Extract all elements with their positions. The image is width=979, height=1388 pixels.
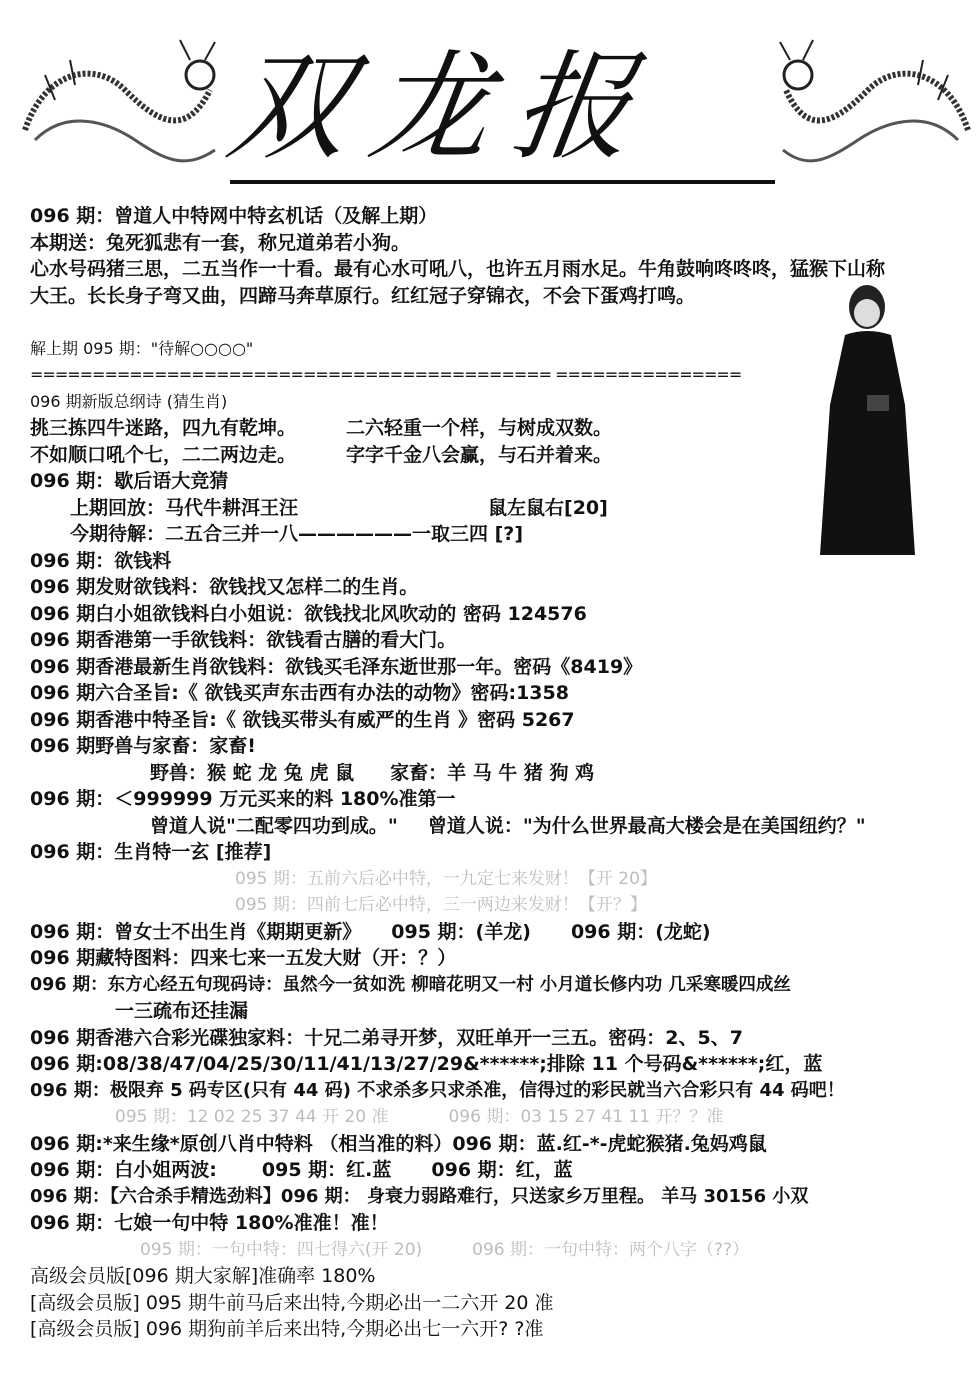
- title-rule: [230, 180, 775, 184]
- text-line: 096 期野兽与家畜：家畜!: [30, 735, 256, 757]
- text-line: 高级会员版[096 期大家解]准确率 180%: [30, 1265, 376, 1287]
- separator: ========================================== ===============: [30, 365, 742, 384]
- text-line: 096 期：生肖特一玄 [推荐]: [30, 841, 272, 863]
- dragon-left-illustration: [15, 30, 225, 180]
- poem-line: 二六轻重一个样，与树成双数。: [346, 417, 613, 439]
- text-line: 096 期：曾女士不出生肖《期期更新》: [30, 920, 362, 943]
- text-line: 095 期：12 02 25 37 44 开 20 准: [115, 1107, 389, 1127]
- text-line: 096 期：东方心经五句现码诗：虽然今一贫如洗 柳暗花明又一村 小月道长修内功 几采寒暖四成丝: [30, 974, 791, 995]
- text-line: 096 期：03 15 27 41 11 开？？准: [448, 1107, 724, 1127]
- text-line: [高级会员版] 095 期牛前马后来出特,今期必出一二六开 20 准: [30, 1291, 554, 1314]
- text-line: [高级会员版] 096 期狗前羊后来出特,今期必出七一六开? ?准: [30, 1318, 544, 1340]
- text-line: 096 期白小姐欲钱料白小姐说：欲钱找北风吹动的 密码 124576: [30, 602, 587, 625]
- text-line: 096 期发财欲钱料：欲钱找又怎样二的生肖。: [30, 576, 419, 598]
- text-line: 096 期香港最新生肖欲钱料：欲钱买毛泽东逝世那一年。密码《8419》: [30, 655, 643, 678]
- dragon-right-illustration: [778, 30, 978, 180]
- article-body: [30, 203, 960, 1343]
- text-line: 096 期香港第一手欲钱料：欲钱看古膳的看大门。: [30, 629, 457, 651]
- spacer: [30, 309, 960, 336]
- poem-line: 不如顺口吼个七，二二两边走。: [30, 443, 297, 466]
- text-line: 上期回放：马代牛耕洱王汪: [70, 496, 299, 519]
- text-line: 096 期:*来生缘*原创八肖中特料 （相当准的料）096 期：蓝.红-*-虎蛇猴猪.兔妈鸡鼠: [30, 1132, 767, 1155]
- text-line: 曾道人说"二配零四功到成。": [150, 814, 398, 837]
- text-line: 096 期：歇后语大竞猜: [30, 470, 229, 492]
- text-line: 家畜：羊 马 牛 猪 狗 鸡: [390, 761, 595, 784]
- text-line: 096 期：(龙蛇): [570, 920, 711, 943]
- text-line: 096 期：红，蓝: [431, 1159, 573, 1181]
- text-line: 心水号码猪三思，二五当作一十看。最有心水可吼八，也许五月雨水足。牛角鼓响咚咚咚，猛猴下山称: [30, 258, 886, 280]
- text-line: 095 期：(羊龙): [391, 920, 531, 943]
- text-line: 095 期：五前六后必中特，一九定七来发财！【开 20】: [235, 868, 657, 889]
- poem-line: 字字千金八会赢，与石并着来。: [346, 443, 613, 466]
- masthead: [0, 0, 979, 200]
- text-line: 095 期：红.蓝: [261, 1159, 392, 1181]
- poem-line: 挑三拣四牛迷路，四九有乾坤。: [30, 417, 297, 439]
- text-line: 096 期新版总纲诗 (猜生肖): [30, 391, 228, 411]
- text-line: 本期送：兔死狐悲有一套，称兄道弟若小狗。: [30, 231, 411, 254]
- text-line: 鼠左鼠右[20]: [488, 496, 608, 519]
- text-line: 096 期：＜999999 万元买来的料 180%准第一: [30, 788, 456, 810]
- text-line: 096 期:08/38/47/04/25/30/11/41/13/27/29&******;排除 11 个号码&******;红，蓝: [30, 1053, 823, 1075]
- text-line: 096 期：白小姐两波:: [30, 1159, 217, 1181]
- text-line: 野兽：猴 蛇 龙 兔 虎 鼠: [150, 761, 355, 784]
- text-line: 今期待解：二五合三并一八——————一取三四 [?]: [70, 523, 524, 545]
- text-line: 096 期：极限弃 5 码专区(只有 44 码) 不求杀多只求杀准，信得过的彩民就当六合彩只有 44 码吧！: [30, 1079, 845, 1101]
- text-line: 096 期藏特图料：四来七来一五发大财（开：？）: [30, 947, 457, 969]
- text-line: 095 期：四前七后必中特，三一两边来发财！【开？】: [235, 895, 647, 915]
- text-line: 096 期香港中特圣旨:《 欲钱买带头有威严的生肖 》密码 5267: [30, 708, 575, 731]
- text-line: 曾道人说："为什么世界最高大楼会是在美国纽约？": [427, 814, 866, 837]
- text-line: 095 期：一句中特：四七得六(开 20): [140, 1239, 423, 1260]
- text-line: 096 期六合圣旨:《 欲钱买声东击西有办法的动物》密码:1358: [30, 682, 569, 704]
- text-line: 096 期香港六合彩光碟独家料：十兄二弟寻开梦，双旺单开一三五。密码：2、5、7: [30, 1026, 743, 1049]
- newspaper-title: 双龙报: [220, 38, 666, 176]
- text-line: 096 期：【六合杀手精选劲料】096 期： 身衰力弱路难行，只送家乡万里程。 羊马 30156 小双: [30, 1185, 809, 1207]
- text-line: 解上期 095 期："待解○○○○": [30, 338, 254, 358]
- text-line: 大王。长长身子弯又曲，四蹄马奔草原行。红红冠子穿锦衣，不会下蛋鸡打鸣。: [30, 284, 696, 307]
- text-line: 096 期：一句中特：两个八字（??）: [472, 1239, 750, 1260]
- text-line: 096 期：欲钱料: [30, 549, 172, 572]
- text-line: 096 期：七娘一句中特 180%准准！准！: [30, 1212, 389, 1234]
- text-line: 096 期：曾道人中特网中特玄机话（及解上期）: [30, 205, 438, 227]
- text-line: 一三疏布还挂漏: [115, 1000, 249, 1022]
